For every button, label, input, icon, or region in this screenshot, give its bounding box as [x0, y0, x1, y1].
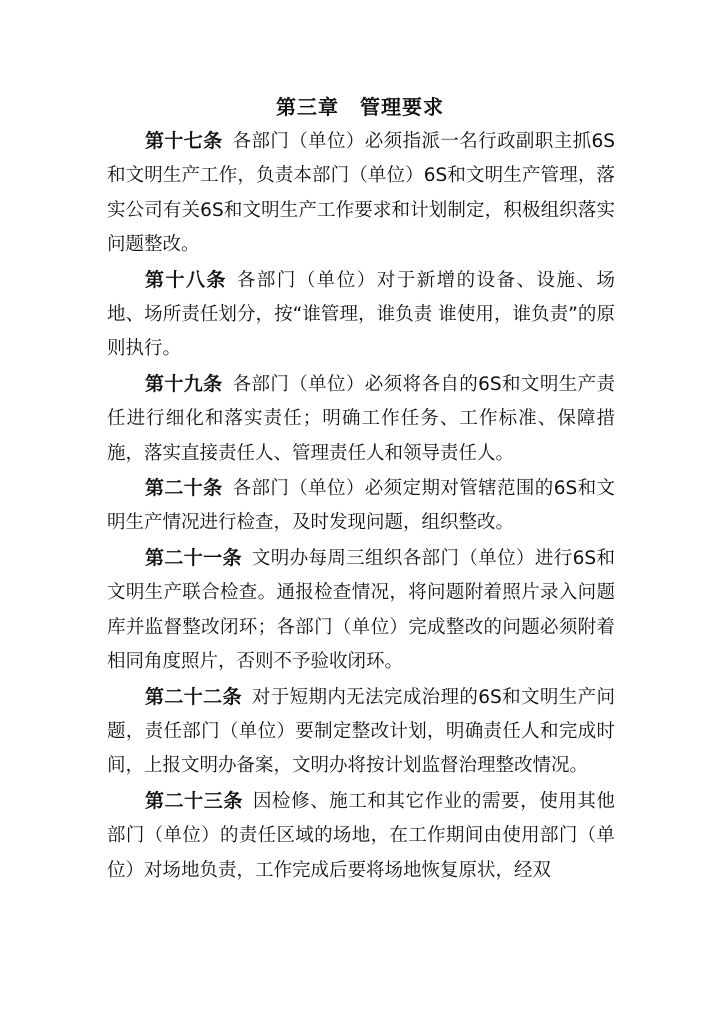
article-text: 文明办每周三组织各部门（单位）进行6S和文明生产联合检查。通报检查情况，将问题附着照片录入问题库并监督整改闭环；各部门（单位）完成整改的问题必须附着相同角度照片，否则不予验收闭环。 [107, 547, 615, 673]
chapter-title: 第三章 管理要求 [276, 95, 444, 119]
article-23 [107, 784, 615, 888]
article-title: 第十七条 [145, 130, 223, 152]
document-body [107, 124, 615, 888]
article-19 [107, 367, 615, 471]
article-title: 第二十一条 [145, 546, 242, 569]
article-text: 各部门（单位）对于新增的设备、设施、场地、场所责任划分，按“谁管理，谁负责 谁使用，谁负责”的原则执行。 [107, 269, 615, 360]
article-title: 第十九条 [145, 372, 223, 395]
article-text: 各部门（单位）必须指派一名行政副职主抓6S和文明生产工作，负责本部门（单位）6S和文明生产管理，落实公司有关6S和文明生产工作要求和计划制定，积极组织落实问题整改。 [107, 131, 615, 256]
article-title: 第二十二条 [145, 685, 242, 708]
article-text: 各部门（单位）必须定期对管辖范围的6S和文明生产情况进行检查，及时发现问题，组织整改。 [107, 478, 615, 534]
article-text: 各部门（单位）必须将各自的6S和文明生产责任进行细化和落实责任；明确工作任务、工作标准、保障措施，落实直接责任人、管理责任人和领导责任人。 [107, 373, 615, 464]
article-21 [107, 541, 615, 680]
article-title: 第二十条 [145, 477, 223, 500]
article-20 [107, 471, 615, 541]
article-text: 因检修、施工和其它作业的需要，使用其他部门（单位）的责任区域的场地，在工作期间由使用部门（单位）对场地负责，工作完成后要将场地恢复原状，经双 [107, 790, 615, 881]
article-title: 第十八条 [145, 268, 227, 291]
article-title: 第二十三条 [145, 789, 243, 812]
article-text: 对于短期内无法完成治理的6S和文明生产问题，责任部门（单位）要制定整改计划，明确责任人和完成时间，上报文明办备案，文明办将按计划监督治理整改情况。 [107, 686, 615, 777]
article-18 [107, 263, 615, 367]
article-17 [107, 124, 615, 263]
article-22 [107, 680, 615, 784]
